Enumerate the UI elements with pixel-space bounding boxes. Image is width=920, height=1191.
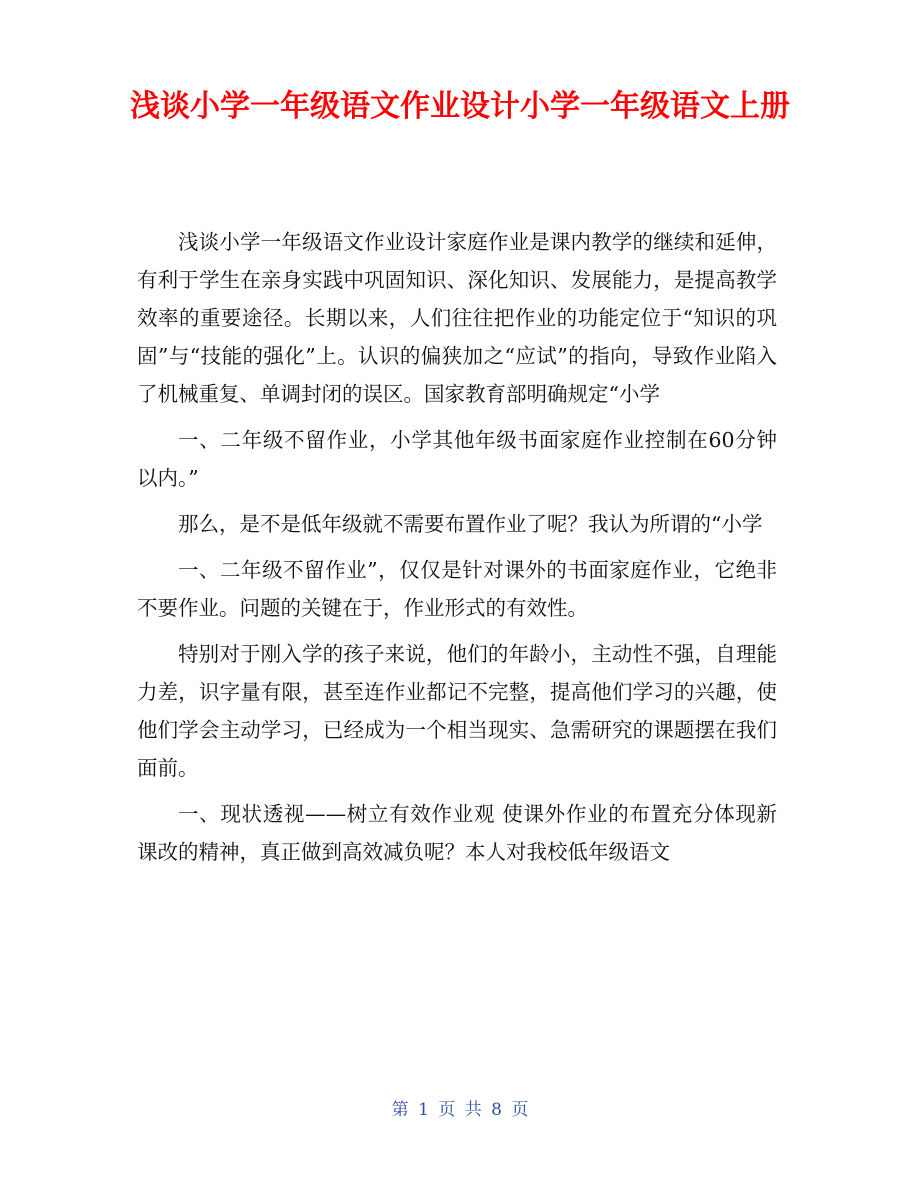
paragraph: 特别对于刚入学的孩子来说，他们的年龄小，主动性不强，自理能力差，识字量有限，甚至连作业都记不完整，提高他们学习的兴趣，使他们学会主动学习，已经成为一个相当现实、急需研究的课题摆在我们面前。: [137, 642, 777, 780]
document-body: [137, 223, 777, 879]
paragraph: 一、二年级不留作业”，仅仅是针对课外的书面家庭作业，它绝非不要作业。问题的关键在于，作业形式的有效性。: [137, 558, 777, 620]
paragraph: 浅谈小学一年级语文作业设计家庭作业是课内教学的继续和延伸，有利于学生在亲身实践中巩固知识、深化知识、发展能力，是提高教学效率的重要途径。长期以来，人们往往把作业的功能定位于“知识的巩固”与“技能的强化”上。认识的偏狭加之“应试”的指向，导致作业陷入了机械重复、单调封闭的误区。国家教育部明确规定“小学: [137, 230, 777, 406]
paragraph: 那么，是不是低年级就不需要布置作业了呢？我认为所谓的“小学: [178, 512, 763, 536]
page-number-footer: 第 1 页 共 8 页: [391, 1100, 529, 1120]
paragraph: 一、二年级不留作业，小学其他年级书面家庭作业控制在60分钟以内。”: [137, 428, 777, 490]
document-title: 浅谈小学一年级语文作业设计小学一年级语文上册: [130, 89, 790, 124]
paragraph: 一、现状透视——树立有效作业观 使课外作业的布置充分体现新课改的精神，真正做到高效减负呢？本人对我校低年级语文: [137, 802, 777, 864]
